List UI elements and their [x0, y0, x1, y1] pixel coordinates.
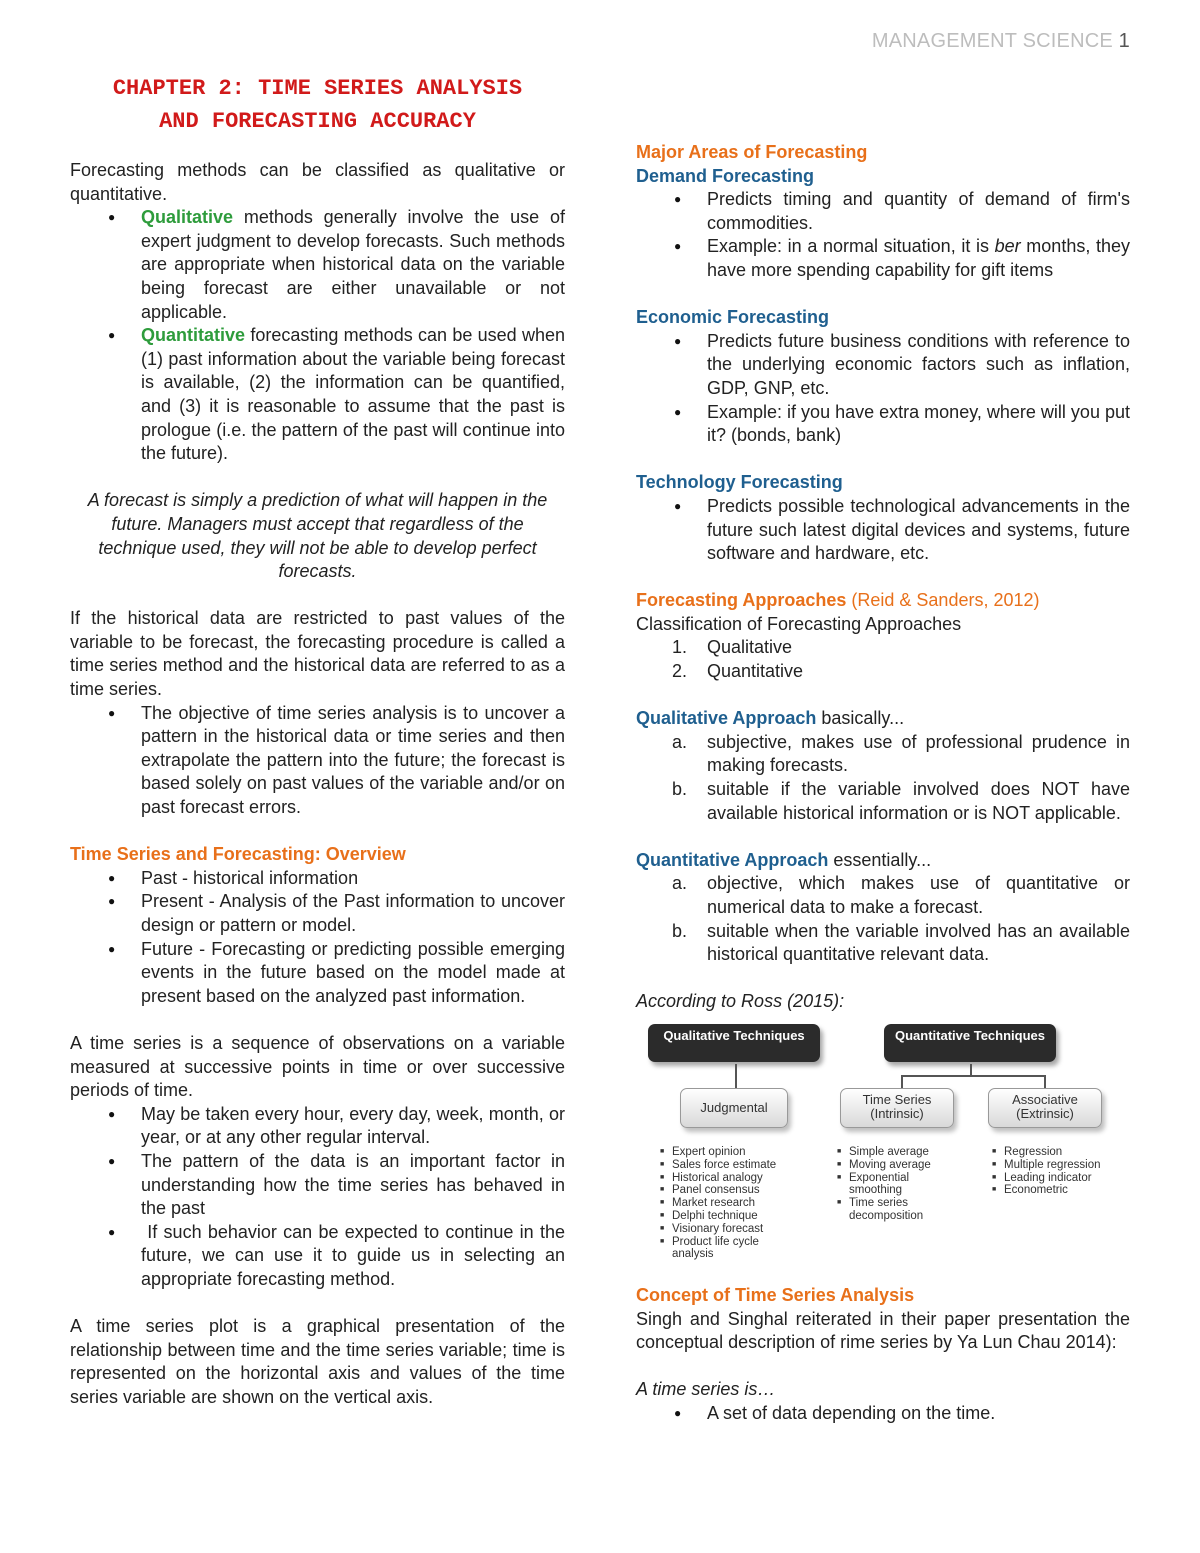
- list-item: ● If such behavior can be expected to continue in the future, we can use it to guide us in selecting an appropriate forecasting method.: [70, 1221, 565, 1292]
- list-item: ■ Exponential smoothing: [837, 1172, 927, 1198]
- connector-line: [735, 1064, 737, 1088]
- list-item: [636, 731, 1130, 778]
- example-emphasis: ber: [994, 236, 1021, 257]
- intro-paragraph: Forecasting methods can be classified as qualitative or quantitative.: [70, 160, 565, 204]
- time-series-is-list: [636, 1402, 1130, 1426]
- list-item: [70, 324, 565, 466]
- list-item: ■ Multiple regression: [992, 1159, 1130, 1172]
- concept-paragraph: Singh and Singhal reiterated in their paper presentation the conceptual description of rime series by Ya Lun Chau 2014):: [636, 1308, 1130, 1353]
- list-item: ■ Regression: [992, 1146, 1130, 1159]
- list-item: ■ Product life cycle analysis: [660, 1236, 780, 1262]
- list-marker: a.: [672, 731, 688, 752]
- list-item: ■ Panel consensus: [660, 1184, 825, 1197]
- list-marker: b.: [672, 779, 688, 800]
- list-item: [636, 660, 1130, 684]
- approaches-citation: (Reid & Sanders, 2012): [846, 590, 1040, 611]
- economic-list: [636, 330, 1130, 448]
- list-item: ● Predicts timing and quantity of demand of firm's commodities.: [636, 188, 1130, 235]
- approaches-heading: Forecasting Approaches: [636, 590, 847, 611]
- right-column: [636, 141, 1130, 1426]
- chapter-title-line2: AND FORECASTING ACCURACY: [159, 109, 476, 134]
- time-series-plot-definition: A time series plot is a graphical presentation of the relationship between time and the time series variable; time is represented on the horizontal axis and values of the time series variable are shown on the vertical axis.: [70, 1316, 565, 1407]
- list-text: suitable if the variable involved does NOT have available historical information or is NOT applicable.: [707, 779, 1130, 823]
- list-item: [636, 235, 1130, 282]
- list-item: ■ Simple average: [837, 1146, 957, 1159]
- ross-citation: According to Ross (2015):: [636, 991, 845, 1012]
- list-item: ■ Sales force estimate: [660, 1159, 825, 1172]
- technology-heading: Technology Forecasting: [636, 472, 843, 493]
- quantitative-term: Quantitative: [141, 325, 246, 346]
- objective-list: [70, 702, 565, 820]
- list-item: [70, 206, 565, 324]
- list-item: ● A set of data depending on the time.: [636, 1402, 1130, 1426]
- demand-list: [636, 188, 1130, 282]
- economic-heading: Economic Forecasting: [636, 307, 830, 328]
- list-text: Quantitative: [707, 661, 804, 682]
- time-series-definition: A time series is a sequence of observations on a variable measured at successive points in time or over successive periods of time.: [70, 1032, 565, 1101]
- header-title: MANAGEMENT SCIENCE: [871, 30, 1113, 52]
- approaches-heading-line: [636, 589, 1130, 613]
- list-marker: 1.: [672, 637, 688, 658]
- list-text: Qualitative: [707, 637, 793, 658]
- overview-heading: Time Series and Forecasting: Overview: [70, 844, 406, 865]
- connector-line: [901, 1075, 1046, 1077]
- list-text: objective, which makes use of quantitative or numerical data to make a forecast.: [707, 873, 1130, 917]
- list-item: ● Predicts possible technological advancements in the future such latest digital devices and systems, future software and hardware, etc.: [636, 495, 1130, 566]
- technology-list: [636, 495, 1130, 566]
- quantitative-approach-heading: Quantitative Approach: [636, 849, 829, 870]
- approaches-subtitle: Classification of Forecasting Approaches: [636, 613, 962, 634]
- forecasting-techniques-diagram: [636, 1022, 1130, 1272]
- list-item: ■ Leading indicator: [992, 1172, 1130, 1185]
- list-item: ● Example: if you have extra money, where will you put it? (bonds, bank): [636, 401, 1130, 448]
- associative-list: [992, 1146, 1130, 1197]
- list-item: ■ Expert opinion: [660, 1146, 825, 1159]
- connector-line: [1044, 1075, 1046, 1088]
- list-item: ● May be taken every hour, every day, week, month, or year, or at any other regular interval.: [70, 1103, 565, 1150]
- list-item: ■ Visionary forecast: [660, 1223, 825, 1236]
- overview-list: [70, 867, 565, 1009]
- list-item: ● Past - historical information: [70, 867, 565, 891]
- list-marker: a.: [672, 873, 688, 894]
- qualitative-term: Qualitative: [141, 207, 234, 228]
- example-text-end: months, they have more spending capability for gift items: [707, 236, 1130, 280]
- left-column: [70, 159, 571, 1409]
- qualitative-approach-line: [636, 707, 1130, 731]
- time-series-list: [70, 1103, 571, 1292]
- method-list: [70, 206, 565, 466]
- chapter-title-line1: CHAPTER 2: TIME SERIES ANALYSIS: [112, 76, 523, 101]
- list-item: [636, 778, 1130, 825]
- list-marker: b.: [672, 920, 688, 941]
- quantitative-text: forecasting methods can be used when (1) past information about the variable being forecast is available, (2) the information can be quantified, and (3) it is reasonable to assume that the past is prologue (i.e. the pattern of the past will continue into the future).: [141, 325, 565, 464]
- list-item: ■ Time series decomposition: [837, 1197, 947, 1223]
- list-item: [636, 872, 1130, 919]
- time-series-is: A time series is…: [636, 1379, 776, 1400]
- list-item: ● The objective of time series analysis is to uncover a pattern in the historical data or time series and then extrapolate the pattern into the future; the forecast is based solely on past values of the variable and/or on past forecast errors.: [70, 702, 565, 820]
- list-item: ● The pattern of the data is an important factor in understanding how the time series has behaved in the past: [70, 1150, 565, 1221]
- list-text: subjective, makes use of professional prudence in making forecasts.: [707, 731, 1130, 776]
- page-header: [872, 30, 1130, 54]
- historical-paragraph: If the historical data are restricted to past values of the variable to be forecast, the forecasting procedure is called a time series method and the historical data are referred to as a time series.: [70, 608, 565, 700]
- example-text: Example: in a normal situation, it is: [707, 236, 995, 257]
- forecast-quote: A forecast is simply a prediction of what will happen in the future. Managers must accept that regardless of the technique used, they will not be able to develop perfect forecasts.: [87, 490, 548, 582]
- list-item: ■ Market research: [660, 1197, 825, 1210]
- judgmental-list: [660, 1146, 825, 1261]
- list-text: suitable when the variable involved has an available historical quantitative relevant data.: [707, 920, 1130, 965]
- associative-box: Associative (Extrinsic): [988, 1088, 1102, 1128]
- quantitative-approach-list: [636, 872, 1130, 966]
- qualitative-text: methods generally involve the use of expert judgment to develop forecasts. Such methods are appropriate when historical data on the variable being forecast are either unavailable or not applicable.: [141, 207, 565, 322]
- time-series-list: [837, 1146, 957, 1223]
- list-item: ● Predicts future business conditions with reference to the underlying economic factors such as inflation, GDP, GNP, etc.: [636, 330, 1130, 401]
- list-item: ● Future - Forecasting or predicting possible emerging events in the future based on the model made at present based on the analyzed past information.: [70, 938, 565, 1009]
- approaches-list: [636, 636, 1130, 683]
- list-item: ■ Moving average: [837, 1159, 957, 1172]
- major-areas-heading: Major Areas of Forecasting: [636, 142, 868, 162]
- quantitative-approach-line: [636, 849, 1130, 873]
- quantitative-techniques-box: Quantitative Techniques: [884, 1024, 1056, 1062]
- list-item: ■ Econometric: [992, 1184, 1130, 1197]
- qualitative-techniques-box: Qualitative Techniques: [648, 1024, 820, 1062]
- list-item: [636, 636, 1130, 660]
- connector-line: [901, 1075, 903, 1088]
- concept-heading: Concept of Time Series Analysis: [636, 1284, 915, 1305]
- judgmental-box: Judgmental: [680, 1088, 788, 1128]
- qualitative-approach-list: [636, 731, 1130, 825]
- quantitative-approach-suffix: essentially...: [828, 849, 932, 870]
- chapter-title: [70, 72, 565, 138]
- page-number: 1: [1118, 30, 1130, 52]
- time-series-box: Time Series (Intrinsic): [840, 1088, 954, 1128]
- list-item: [636, 920, 1130, 967]
- list-item: ■ Historical analogy: [660, 1172, 825, 1185]
- list-marker: 2.: [672, 661, 688, 682]
- list-item: ■ Delphi technique: [660, 1210, 825, 1223]
- demand-heading: Demand Forecasting: [636, 165, 815, 186]
- list-item: ● Present - Analysis of the Past information to uncover design or pattern or model.: [70, 890, 565, 937]
- qualitative-approach-heading: Qualitative Approach: [636, 708, 817, 729]
- qualitative-approach-suffix: basically...: [816, 708, 905, 729]
